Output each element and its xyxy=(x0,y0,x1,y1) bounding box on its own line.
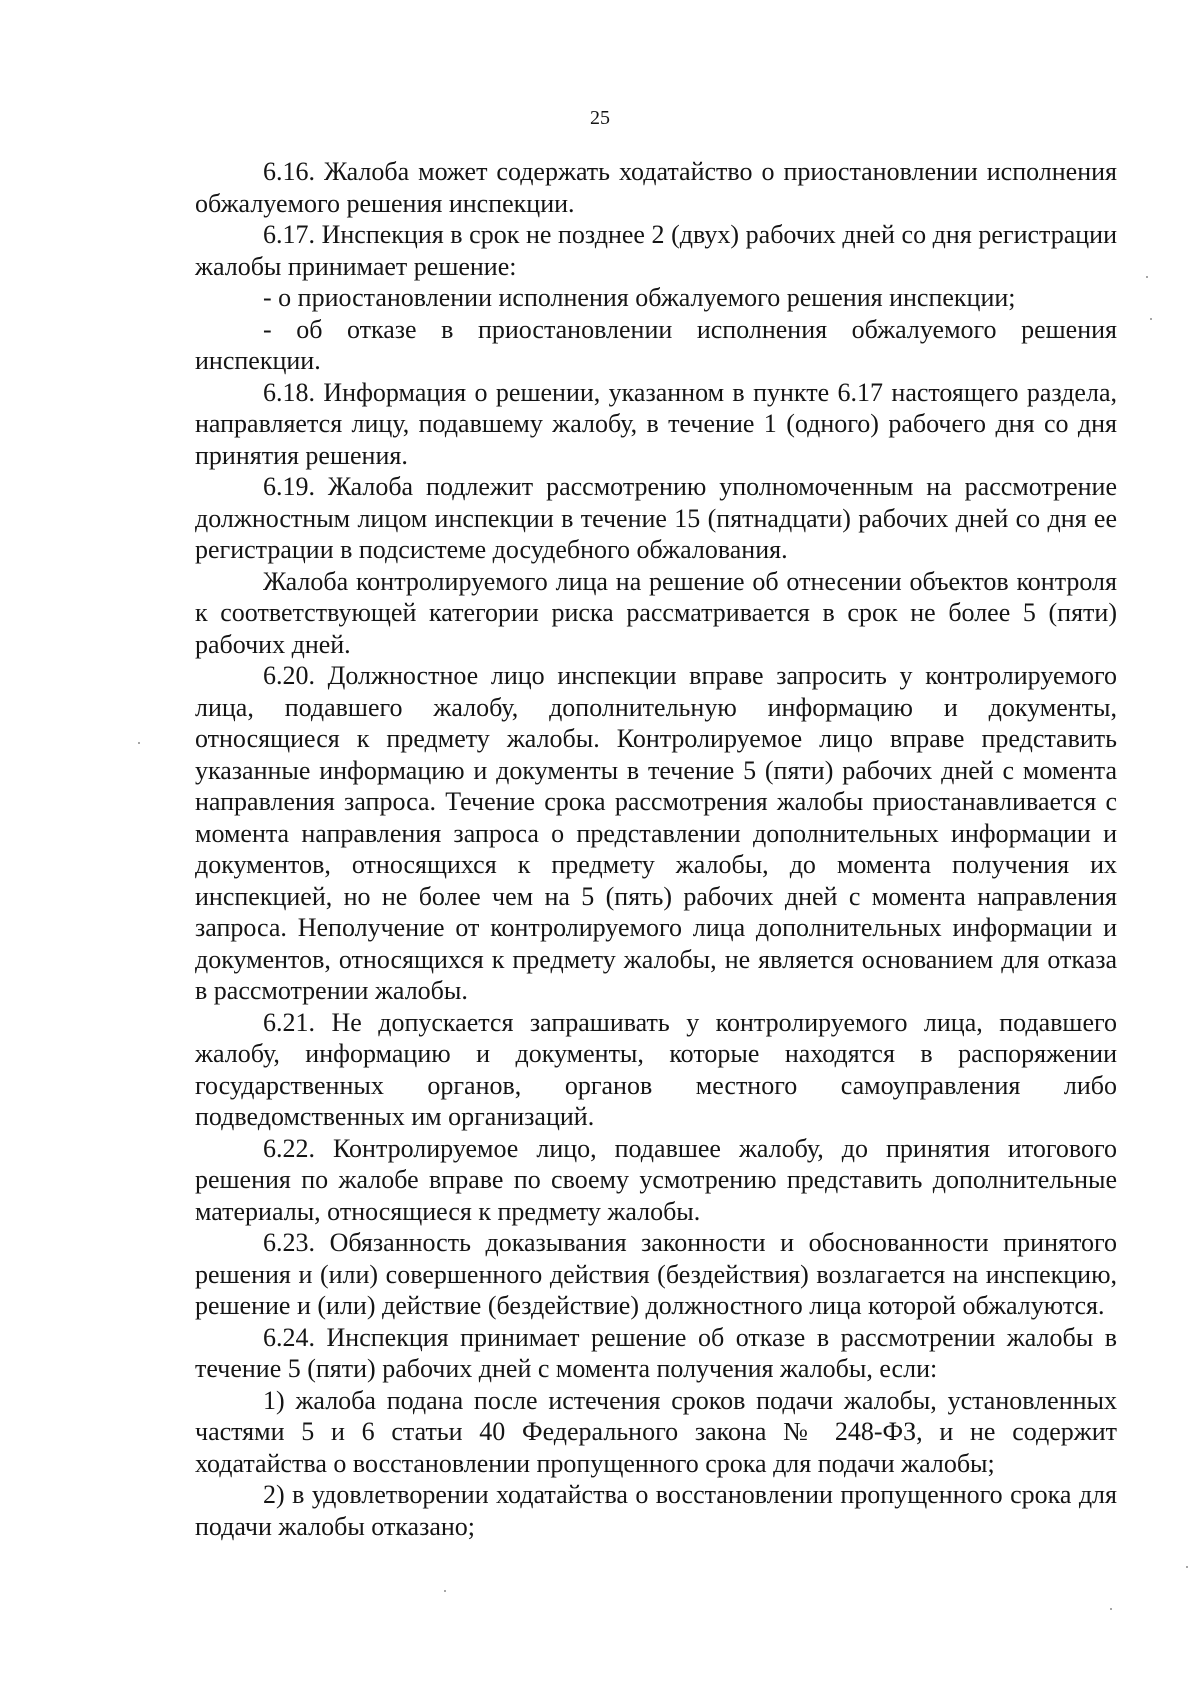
list-item-suspend: - о приостановлении исполнения обжалуемого решения инспекции; xyxy=(263,283,1016,312)
scan-speck xyxy=(1186,1566,1188,1568)
list-item-refuse-suspend: - об отказе в приостановлении исполнения обжалуемого решения инспекции. xyxy=(195,314,1117,375)
page-number: 25 xyxy=(590,107,610,129)
paragraph-risk-category: Жалоба контролируемого лица на решение об отнесении объектов контроля к соответствующей категории риска рассматривается в срок не более 5 (пяти) рабочих дней. xyxy=(195,566,1117,659)
scan-speck xyxy=(444,1590,446,1592)
paragraph-6-18: 6.18. Информация о решении, указанном в пункте 6.17 настоящего раздела, направляется лицу, подавшему жалобу, в течение 1 (одного) рабочего дня со дня принятия решения. xyxy=(195,377,1117,470)
document-body xyxy=(195,156,1117,1542)
list-item-2: 2) в удовлетворении ходатайства о восстановлении пропущенного срока для подачи жалобы отказано; xyxy=(195,1480,1117,1541)
paragraph-6-19: 6.19. Жалоба подлежит рассмотрению уполномоченным на рассмотрение должностным лицом инспекции в течение 15 (пятнадцати) рабочих дней со дня ее регистрации в подсистеме досудебного обжалования. xyxy=(195,472,1117,564)
paragraph-6-22: 6.22. Контролируемое лицо, подавшее жалобу, до принятия итогового решения по жалобе вправе по своему усмотрению представить дополнительные материалы, относящиеся к предмету жалобы. xyxy=(195,1133,1117,1226)
list-item-1: 1) жалоба подана после истечения сроков подачи жалобы, установленных частями 5 и 6 статьи 40 Федерального закона № 248-ФЗ, и не содержит ходатайства о восстановлении пропущенного срока для подачи жалобы; xyxy=(195,1385,1117,1478)
scan-speck xyxy=(1146,276,1148,278)
paragraph-6-24: 6.24. Инспекция принимает решение об отказе в рассмотрении жалобы в течение 5 (пяти) рабочих дней с момента получения жалобы, если: xyxy=(195,1322,1117,1383)
paragraph-6-20: 6.20. Должностное лицо инспекции вправе запросить у контролируемого лица, подавшего жалобу, дополнительную информацию и документы, относящиеся к предмету жалобы. Контролируемое лицо вправе представить указанные информацию и документы в течение 5 (пяти) рабочих дней с момента направления запроса. Течение срока рассмотрения жалобы приостанавливается с момента направления запроса о представлении дополнительных информации и документов, относящихся к предмету жалобы, до момента получения их инспекцией, но не более чем на 5 (пять) рабочих дней с момента направления запроса. Неполучение от контролируемого лица дополнительных информации и документов, относящихся к предмету жалобы, не является основанием для отказа в рассмотрении жалобы. xyxy=(195,661,1117,1005)
paragraph-6-17: 6.17. Инспекция в срок не позднее 2 (двух) рабочих дней со дня регистрации жалобы принимает решение: xyxy=(195,220,1117,281)
scan-speck xyxy=(1150,318,1152,320)
paragraph-6-23: 6.23. Обязанность доказывания законности и обоснованности принятого решения и (или) совершенного действия (бездействия) возлагается на инспекцию, решение и (или) действие (бездействие) должностного лица которой обжалуются. xyxy=(195,1228,1117,1320)
scan-speck xyxy=(138,742,140,744)
scan-speck xyxy=(1110,1608,1112,1610)
paragraph-6-16: 6.16. Жалоба может содержать ходатайство о приостановлении исполнения обжалуемого решения инспекции. xyxy=(195,157,1117,218)
paragraph-6-21: 6.21. Не допускается запрашивать у контролируемого лица, подавшего жалобу, информацию и документы, которые находятся в распоряжении государственных органов, органов местного самоуправления либо подведомственных им организаций. xyxy=(195,1007,1117,1131)
